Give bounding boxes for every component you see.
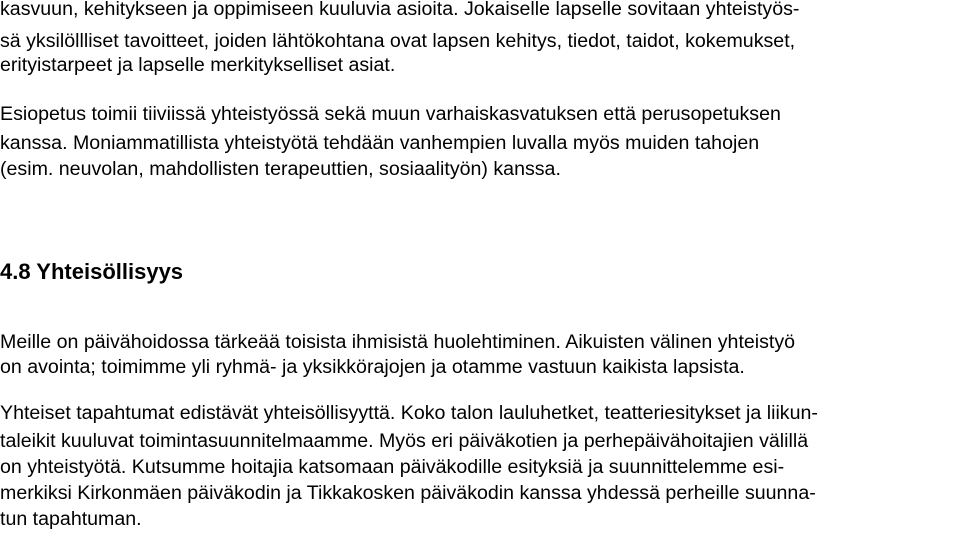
paragraph-1-line-2: sä yksilöllliset tavoitteet, joiden lähtökohtana ovat lapsen kehitys, tiedot, taidot, kokemukset, [0,30,796,52]
paragraph-1-line-3: erityistarpeet ja lapselle merkitykselliset asiat. [0,54,396,76]
paragraph-3-line-1: Meille on päivähoidossa tärkeää toisista ihmisistä huolehtiminen. Aikuisten välinen yhteistyö [0,331,796,353]
paragraph-2-line-1: Esiopetus toimii tiiviissä yhteistyössä sekä muun varhaiskasvatuksen että perusopetuksen [0,103,781,125]
paragraph-4-line-1: Yhteiset tapahtumat edistävät yhteisöllisyyttä. Koko talon lauluhetket, teatteriesitykset ja liikun- [0,402,818,424]
paragraph-4-line-3: on yhteistyötä. Kutsumme hoitajia katsomaan päiväkodille esityksiä ja suunnittelemme esi- [0,456,785,478]
paragraph-4-line-4: merkiksi Kirkonmäen päiväkodin ja Tikkakosken päiväkodin kanssa yhdessä perheille suunna- [0,482,816,504]
paragraph-4-line-5: tun tapahtuman. [0,508,142,530]
paragraph-2-line-3: (esim. neuvolan, mahdollisten terapeuttien, sosiaalityön) kanssa. [0,158,561,180]
section-heading: 4.8 Yhteisöllisyys [0,259,184,284]
paragraph-4-line-2: taleikit kuuluvat toimintasuunnitelmaamme. Myös eri päiväkotien ja perhepäivähoitajien välillä [0,430,809,452]
paragraph-1-line-1: kasvuun, kehitykseen ja oppimiseen kuuluvia asioita. Jokaiselle lapselle sovitaan yhteistyös- [0,0,800,20]
paragraph-2-line-2: kanssa. Moniammatillista yhteistyötä tehdään vanhempien luvalla myös muiden tahojen [0,132,760,154]
paragraph-3-line-2: on avointa; toimimme yli ryhmä- ja yksikkörajojen ja otamme vastuun kaikista lapsista. [0,356,745,378]
